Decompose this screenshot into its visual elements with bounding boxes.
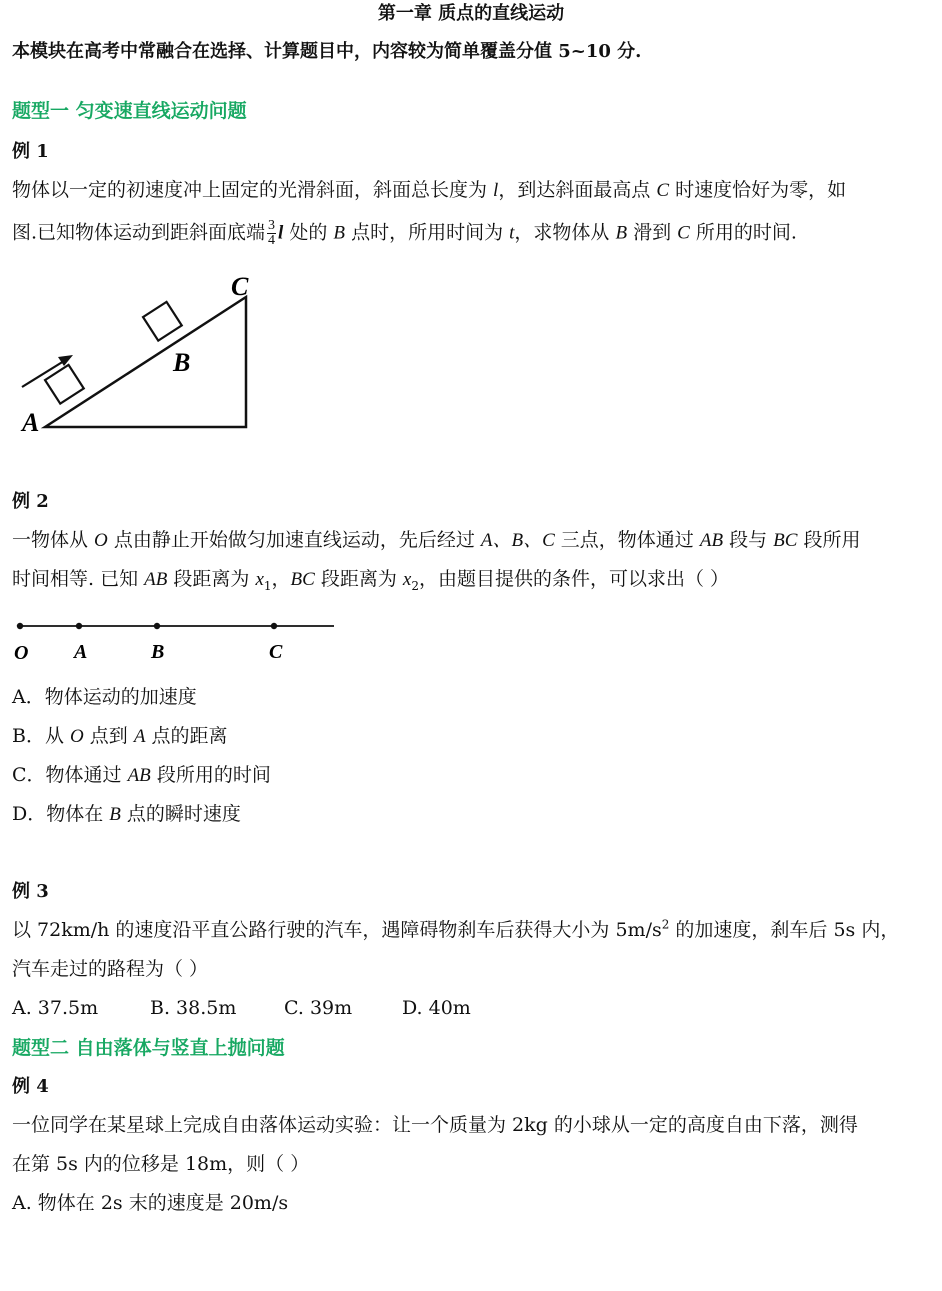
example-4-line-2: 在第 5s 内的位移是 18m，则（ ） <box>12 1153 310 1175</box>
text: ， <box>271 568 291 590</box>
number-line-diagram <box>0 610 345 670</box>
var-A: A <box>133 726 146 747</box>
text: 图.已知物体运动到距斜面底端 <box>12 221 266 244</box>
text: 点的距离 <box>145 725 228 747</box>
example-2-label: 例 2 <box>12 491 49 512</box>
text: ，到达斜面最高点 <box>498 179 657 201</box>
option-A: A. 37.5m <box>12 997 99 1019</box>
var-B: B <box>109 804 121 825</box>
example-3-line-2: 汽车走过的路程为（ ） <box>12 958 209 980</box>
fraction-numerator: 3 <box>268 218 276 233</box>
option-D: D. 40m <box>402 997 471 1019</box>
text: 段距离为 <box>167 568 256 590</box>
text: 的加速度，刹车后 5s 内， <box>669 919 900 941</box>
example-1-line-2 <box>12 219 797 248</box>
block-upper <box>143 302 182 341</box>
section-heading-2: 题型二 自由落体与竖直上抛问题 <box>12 1037 285 1059</box>
point-O <box>17 623 23 629</box>
example-3-line-1 <box>12 918 899 942</box>
var-O: O <box>94 530 108 551</box>
option-B: B. 38.5m <box>150 997 237 1019</box>
text: 段所用的时间 <box>150 764 271 786</box>
example-4-line-1: 一位同学在某星球上完成自由落体运动实验：让一个质量为 2kg 的小球从一定的高度自由下落，测得 <box>12 1114 858 1136</box>
text: A．物体运动的加速度 <box>12 686 197 708</box>
var-BC: BC <box>773 530 798 551</box>
intro-text: 本模块在高考中常融合在选择、计算题目中，内容较为简单覆盖分值 5~10 分. <box>12 41 642 62</box>
text: 所用的时间. <box>689 221 797 244</box>
superscript: 2 <box>661 917 670 932</box>
block-lower <box>45 365 84 404</box>
example-1-label: 例 1 <box>12 141 49 162</box>
var-O: O <box>70 726 84 747</box>
var-BC: BC <box>290 569 315 590</box>
text: 处的 <box>283 221 334 244</box>
point-label-O: O <box>14 642 29 664</box>
example-2-option-A <box>12 685 197 709</box>
example-2-line-1 <box>12 528 861 553</box>
example-2-option-C <box>12 763 271 788</box>
example-2-option-D <box>12 802 241 827</box>
text: D．物体在 <box>12 803 110 825</box>
text: ，求物体从 <box>514 221 616 244</box>
fraction-denominator: 4 <box>268 233 276 248</box>
text: 段距离为 <box>314 568 403 590</box>
text: 点到 <box>83 725 134 747</box>
point-label-A: A <box>22 408 40 437</box>
var-l: l <box>278 222 284 244</box>
var-AB: AB <box>144 569 168 590</box>
point-A <box>76 623 82 629</box>
subscript: 2 <box>411 578 419 593</box>
point-label-B: B <box>173 348 191 377</box>
document-title: 第一章 质点的直线运动 <box>377 3 565 24</box>
example-2-option-B <box>12 724 228 749</box>
incline-diagram <box>0 265 270 440</box>
var-AB: AB <box>127 765 151 786</box>
section-heading-1: 题型一 匀变速直线运动问题 <box>12 100 247 122</box>
text: 以 72km/h 的速度沿平直公路行驶的汽车，遇障碍物刹车后获得大小为 5m/s <box>12 919 662 941</box>
var-C: C <box>677 222 690 244</box>
subscript: 1 <box>263 578 272 593</box>
example-3-label: 例 3 <box>12 881 49 902</box>
fraction-three-quarters <box>267 219 276 248</box>
point-B <box>154 623 160 629</box>
var-B: B <box>615 222 628 244</box>
var-C: C <box>656 180 670 201</box>
example-4-option-A: A. 物体在 2s 末的速度是 20m/s <box>12 1192 289 1214</box>
text: 时速度恰好为零，如 <box>669 179 847 201</box>
example-2-line-2 <box>12 567 729 592</box>
text: 点由静止开始做匀加速直线运动，先后经过 <box>107 529 481 551</box>
var-x: x <box>402 569 412 590</box>
text: 三点，物体通过 <box>554 529 700 551</box>
point-label-B: B <box>151 641 165 663</box>
text: B．从 <box>12 725 71 747</box>
text: 滑到 <box>627 221 678 244</box>
point-label-C: C <box>231 272 249 301</box>
text: ，由题目提供的条件，可以求出（ ） <box>418 568 730 590</box>
option-C: C. 39m <box>284 997 353 1019</box>
text: C．物体通过 <box>12 764 128 786</box>
text: 时间相等. 已知 <box>12 568 145 590</box>
point-label-A: A <box>74 641 88 663</box>
point-label-C: C <box>269 641 283 663</box>
text: 段与 <box>723 529 774 551</box>
example-1-line-1 <box>12 178 846 203</box>
var-ABC: A、B、C <box>480 530 555 551</box>
example-4-label: 例 4 <box>12 1076 49 1097</box>
var-B: B <box>333 222 346 244</box>
text: 段所用 <box>797 529 861 551</box>
text: 点时，所用时间为 <box>345 221 510 244</box>
text: 点的瞬时速度 <box>120 803 241 825</box>
text: 物体以一定的初速度冲上固定的光滑斜面，斜面总长度为 <box>12 179 494 201</box>
var-l: l <box>493 180 499 201</box>
var-AB: AB <box>699 530 724 551</box>
point-C <box>271 623 277 629</box>
var-x: x <box>255 569 264 590</box>
var-t: t <box>509 222 515 244</box>
text: 一物体从 <box>12 529 95 551</box>
